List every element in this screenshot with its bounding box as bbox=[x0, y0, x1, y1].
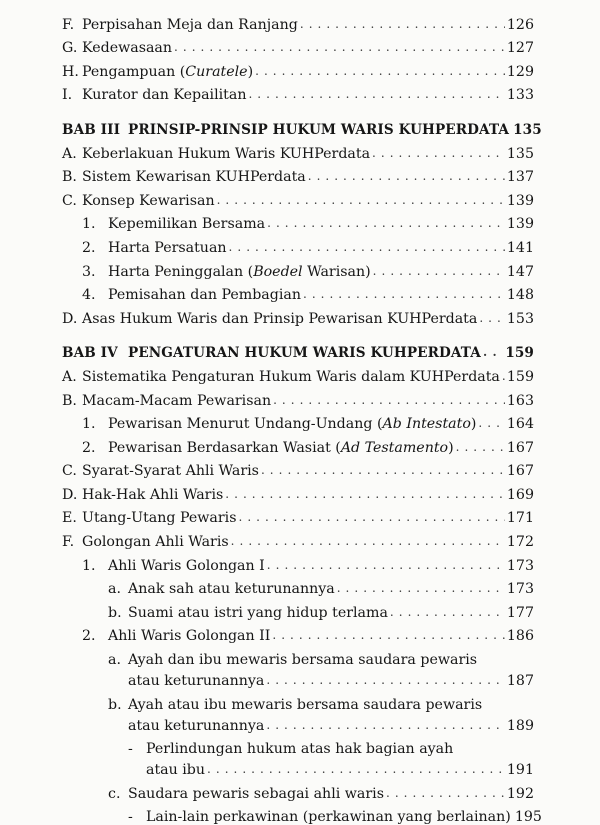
toc-leader-dots bbox=[483, 346, 503, 358]
toc-entry-title: Lain-lain perkawinan (perkawinan yang berlainan) bbox=[146, 809, 511, 825]
toc-entry-marker: 2. bbox=[82, 239, 96, 256]
toc-leader-dots bbox=[456, 441, 505, 453]
toc-page-number: 133 bbox=[506, 87, 534, 104]
toc-entry-title: Pengampuan (Curatele) bbox=[82, 63, 254, 80]
toc-leader-dots bbox=[478, 417, 504, 429]
toc-entry bbox=[62, 138, 534, 162]
toc-entry bbox=[62, 303, 534, 327]
toc-entry-title: Asas Hukum Waris dan Prinsip Pewarisan KUHPerdata bbox=[82, 310, 478, 327]
toc-entry bbox=[62, 9, 534, 33]
toc-page-number: 147 bbox=[506, 263, 534, 280]
toc-entry-title: Anak sah atau keturunannya bbox=[128, 581, 335, 598]
toc-page-number: 148 bbox=[506, 287, 534, 304]
toc-page-number: 177 bbox=[506, 604, 534, 621]
toc-entry bbox=[62, 232, 534, 256]
toc-leader-dots bbox=[229, 241, 505, 253]
toc-entry-marker: 1. bbox=[82, 216, 96, 233]
toc-entry-marker: 2. bbox=[82, 439, 96, 456]
toc-entry-title: Golongan Ahli Waris bbox=[82, 534, 229, 551]
toc-page-number: 195 bbox=[514, 809, 542, 825]
toc-leader-dots bbox=[231, 535, 505, 547]
toc-entry bbox=[62, 526, 534, 550]
toc-page-number: 173 bbox=[506, 581, 534, 598]
toc-leader-dots bbox=[300, 18, 505, 30]
toc-entry-title: atau ibu bbox=[146, 762, 206, 779]
toc-entry-title: Pemisahan dan Pembagian bbox=[108, 287, 301, 304]
toc-page-number: 167 bbox=[506, 463, 534, 480]
toc-entry-title: Perlindungan hukum atas hak bagian ayah bbox=[146, 741, 454, 758]
toc-page-number: 169 bbox=[506, 486, 534, 503]
toc-entry-title: Ahli Waris Golongan II bbox=[108, 628, 271, 645]
toc-entry-marker: D. bbox=[62, 486, 78, 503]
toc-entry-marker: 1. bbox=[82, 416, 96, 433]
toc-entry-marker: F. bbox=[62, 534, 75, 551]
toc-leader-dots bbox=[308, 170, 505, 182]
toc-entry-marker: B. bbox=[62, 392, 77, 409]
toc-entry-marker: BAB IV bbox=[62, 345, 118, 362]
toc-entry bbox=[62, 33, 534, 57]
toc-leader-dots bbox=[255, 65, 505, 77]
toc-leader-dots bbox=[217, 194, 505, 206]
toc-entry-marker: BAB III bbox=[62, 121, 121, 138]
toc-page-number: 167 bbox=[506, 439, 534, 456]
toc-leader-dots bbox=[267, 217, 505, 229]
toc-leader-dots bbox=[386, 787, 505, 799]
toc-entry-marker: A. bbox=[62, 368, 77, 385]
toc-leader-dots bbox=[303, 288, 505, 300]
toc-entry-title: Kurator dan Kepailitan bbox=[82, 87, 247, 104]
toc-entry-title: Harta Peninggalan (Boedel Warisan) bbox=[108, 263, 371, 280]
toc-entry-title: Utang-Utang Pewaris bbox=[82, 510, 237, 527]
toc-entry bbox=[62, 456, 534, 480]
toc-page-number: 137 bbox=[506, 169, 534, 186]
toc-entry-title: Pewarisan Menurut Undang-Undang (Ab Intestato) bbox=[108, 416, 477, 433]
toc-entry-title: Syarat-Syarat Ahli Waris bbox=[82, 463, 259, 480]
toc-entry-marker: 1. bbox=[82, 557, 96, 574]
toc-leader-dots bbox=[373, 265, 505, 277]
toc-entry bbox=[62, 361, 534, 385]
toc-leader-dots bbox=[266, 674, 505, 686]
toc-chapter-heading bbox=[62, 338, 534, 362]
toc-entry bbox=[62, 713, 534, 734]
toc-entry bbox=[62, 162, 534, 186]
toc-entry-marker: H. bbox=[62, 63, 79, 80]
toc-leader-dots bbox=[273, 394, 505, 406]
toc-page-number: 141 bbox=[506, 239, 534, 256]
toc-entry-title: Ayah dan ibu mewaris bersama saudara pewaris bbox=[128, 652, 478, 669]
toc-leader-dots bbox=[248, 88, 504, 100]
toc-entry bbox=[62, 597, 534, 621]
toc-entry bbox=[62, 432, 534, 456]
toc-page-number: 129 bbox=[506, 63, 534, 80]
toc-leader-dots bbox=[174, 41, 505, 53]
toc-page-number: 173 bbox=[506, 557, 534, 574]
toc-leader-dots bbox=[372, 147, 505, 159]
toc-page-number: 172 bbox=[506, 534, 534, 551]
toc-entry-title: PRINSIP-PRINSIP HUKUM WARIS KUHPERDATA bbox=[128, 121, 510, 138]
toc-entry-marker: I. bbox=[62, 87, 73, 104]
toc-entry-title: Suami atau istri yang hidup terlama bbox=[128, 604, 388, 621]
toc-entry bbox=[62, 734, 534, 758]
toc-page-number: 191 bbox=[506, 762, 534, 779]
toc-entry-title: Saudara pewaris sebagai ahli waris bbox=[128, 785, 384, 802]
toc-entry-title: Sistematika Pengaturan Hukum Waris dalam KUHPerdata bbox=[82, 368, 500, 385]
toc-entry-title: atau keturunannya bbox=[128, 717, 265, 734]
toc-page-number: 139 bbox=[506, 192, 534, 209]
toc-entry-title: Sistem Kewarisan KUHPerdata bbox=[82, 169, 306, 186]
toc-entry-marker: b. bbox=[108, 696, 122, 713]
toc-entry-title: atau keturunannya bbox=[128, 673, 265, 690]
toc-entry-title: Ahli Waris Golongan I bbox=[108, 557, 265, 574]
toc-entry bbox=[62, 503, 534, 527]
toc-entry bbox=[62, 550, 534, 574]
toc-entry-marker: 2. bbox=[82, 628, 96, 645]
toc-page-number: 186 bbox=[506, 628, 534, 645]
toc-entry bbox=[62, 757, 534, 778]
toc-entry bbox=[62, 668, 534, 689]
toc-entry bbox=[62, 209, 534, 233]
toc-page-number: 164 bbox=[506, 416, 534, 433]
toc-entry-marker: D. bbox=[62, 310, 78, 327]
toc-entry-title: Perpisahan Meja dan Ranjang bbox=[82, 16, 298, 33]
toc-page-number: 163 bbox=[506, 392, 534, 409]
toc-page-number: 135 bbox=[506, 145, 534, 162]
toc-entry bbox=[62, 778, 534, 802]
toc-entry-marker: E. bbox=[62, 510, 77, 527]
toc-entry-title: Kedewasaan bbox=[82, 40, 173, 57]
toc-entry bbox=[62, 280, 534, 304]
toc-leader-dots bbox=[502, 370, 505, 382]
toc-entry bbox=[62, 621, 534, 645]
toc-page-number: 159 bbox=[505, 345, 534, 362]
toc-entry bbox=[62, 256, 534, 280]
toc-page-number: 135 bbox=[513, 121, 542, 138]
toc-entry-marker: C. bbox=[62, 463, 77, 480]
toc-entry-title: Kepemilikan Bersama bbox=[108, 216, 266, 233]
toc-entry-marker: F. bbox=[62, 16, 75, 33]
toc-leader-dots bbox=[238, 511, 504, 523]
toc-entry bbox=[62, 80, 534, 104]
toc-leader-dots bbox=[267, 559, 505, 571]
toc-entry bbox=[62, 689, 534, 713]
toc-page-number: 153 bbox=[506, 310, 534, 327]
toc-page-number: 159 bbox=[506, 368, 534, 385]
toc-leader-dots bbox=[272, 629, 505, 641]
toc-entry-title: Harta Persatuan bbox=[108, 239, 227, 256]
toc-entry-title: Hak-Hak Ahli Waris bbox=[82, 486, 224, 503]
toc-entry-title: Keberlakuan Hukum Waris KUHPerdata bbox=[82, 145, 371, 162]
toc-page-number: 171 bbox=[506, 510, 534, 527]
toc-entry-marker: a. bbox=[108, 581, 121, 598]
toc-entry-marker: C. bbox=[62, 192, 77, 209]
toc-entry bbox=[62, 479, 534, 503]
toc-leader-dots bbox=[207, 763, 505, 775]
toc-entry-title: PENGATURAN HUKUM WARIS KUHPERDATA bbox=[128, 345, 481, 362]
toc-entry bbox=[62, 802, 542, 825]
toc-entry bbox=[62, 644, 534, 668]
toc-entry bbox=[62, 409, 534, 433]
toc-leader-dots bbox=[337, 582, 505, 594]
toc-page-number: 189 bbox=[506, 717, 534, 734]
toc-chapter-heading bbox=[62, 114, 542, 138]
toc-entry-marker: c. bbox=[108, 785, 121, 802]
toc-page-number: 187 bbox=[506, 673, 534, 690]
toc-leader-dots bbox=[225, 488, 505, 500]
toc-entry-title: Ayah atau ibu mewaris bersama saudara pewaris bbox=[128, 696, 483, 713]
toc-entry bbox=[62, 574, 534, 598]
toc-entry-title: Konsep Kewarisan bbox=[82, 192, 215, 209]
toc-entry-marker: B. bbox=[62, 169, 77, 186]
toc-entry-marker: - bbox=[128, 741, 133, 758]
table-of-contents bbox=[62, 9, 542, 825]
toc-entry-marker: 3. bbox=[82, 263, 96, 280]
toc-page-number: 127 bbox=[506, 40, 534, 57]
toc-page-number: 126 bbox=[506, 16, 534, 33]
toc-entry-marker: G. bbox=[62, 40, 78, 57]
toc-page-number: 192 bbox=[506, 785, 534, 802]
toc-entry bbox=[62, 385, 534, 409]
toc-leader-dots bbox=[266, 719, 505, 731]
toc-leader-dots bbox=[479, 312, 505, 324]
toc-entry-title: Macam-Macam Pewarisan bbox=[82, 392, 272, 409]
toc-entry-marker: 4. bbox=[82, 287, 96, 304]
toc-entry-marker: a. bbox=[108, 652, 121, 669]
toc-entry-marker: A. bbox=[62, 145, 77, 162]
toc-entry-title: Pewarisan Berdasarkan Wasiat (Ad Testamento) bbox=[108, 439, 454, 456]
toc-entry-marker: - bbox=[128, 809, 133, 825]
toc-entry bbox=[62, 56, 534, 80]
toc-leader-dots bbox=[390, 606, 505, 618]
toc-entry-marker: b. bbox=[108, 604, 122, 621]
toc-entry bbox=[62, 185, 534, 209]
toc-page-number: 139 bbox=[506, 216, 534, 233]
toc-leader-dots bbox=[261, 464, 505, 476]
